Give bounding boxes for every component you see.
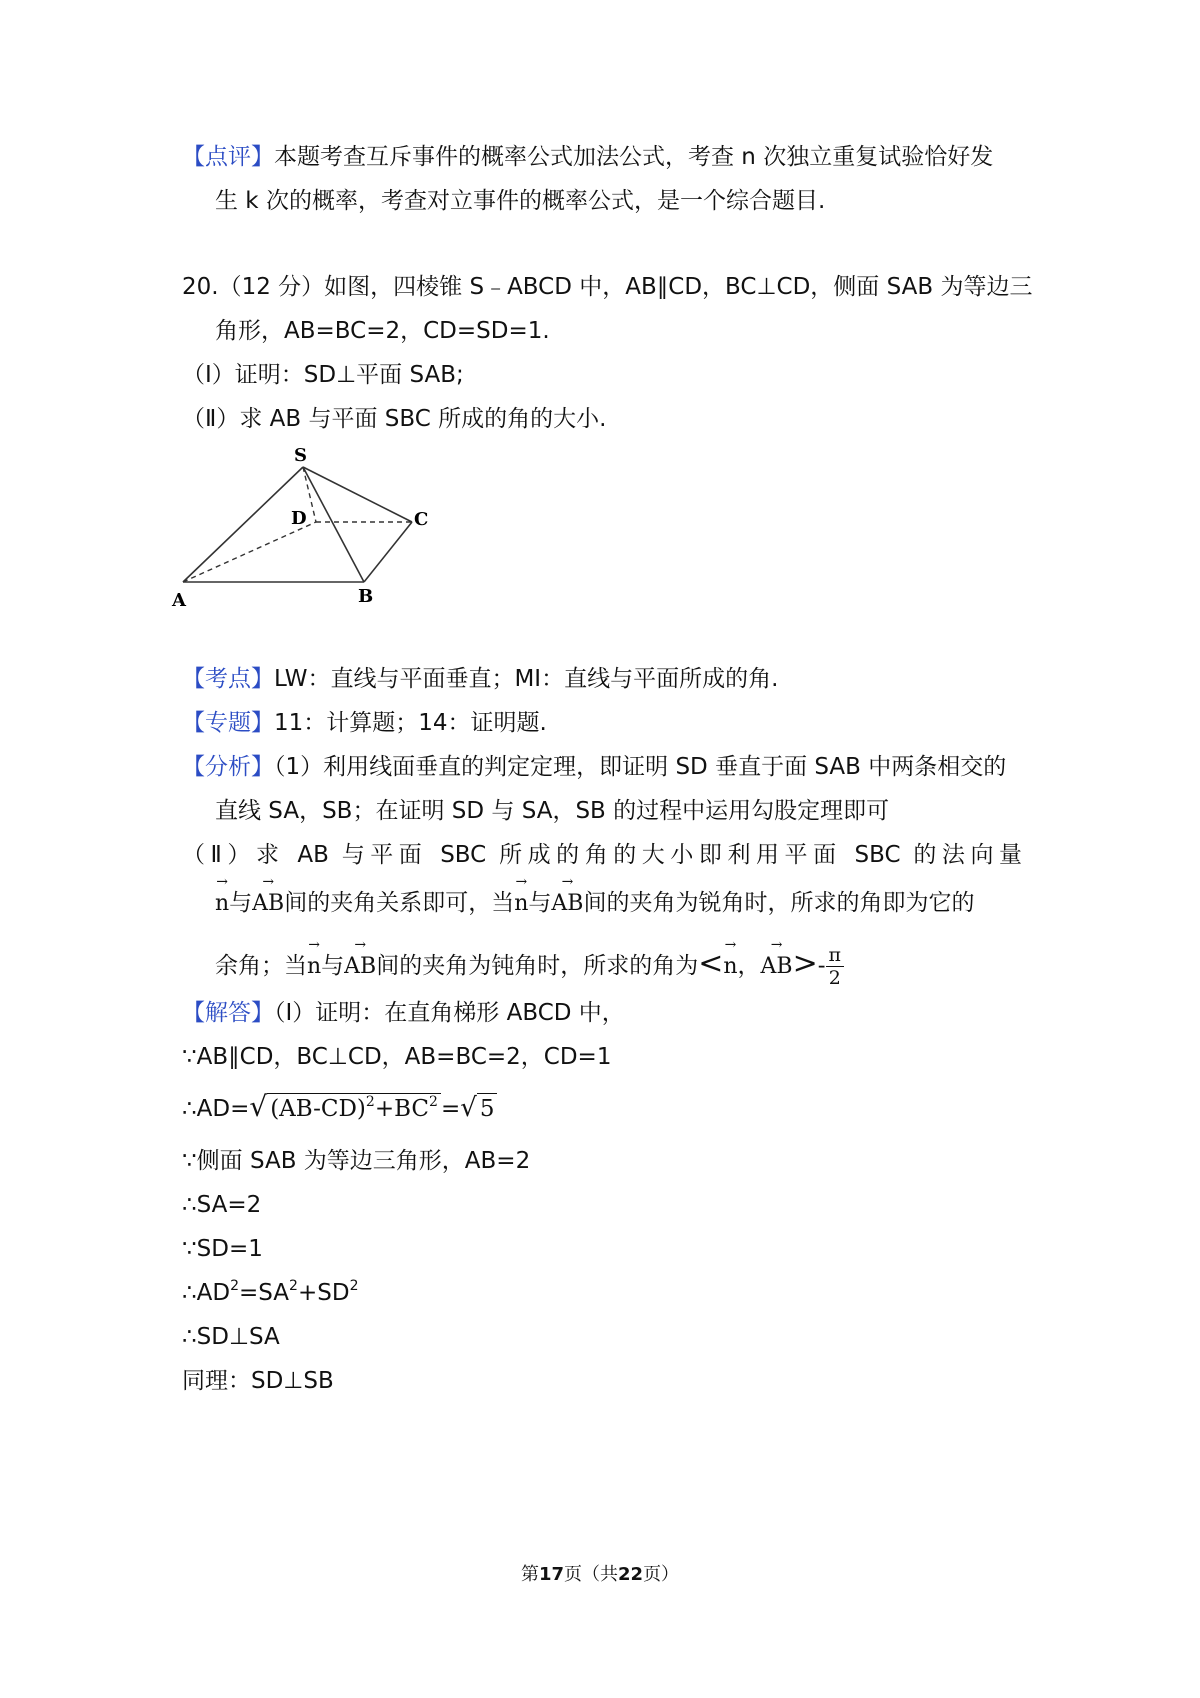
review-tag: 【点评】 — [182, 144, 274, 170]
angle-bracket-right: > — [792, 946, 818, 981]
jieda-line-2: ∵AB∥CD，BC⊥CD，AB=BC=2，CD=1 — [182, 1044, 612, 1070]
label-C: C — [414, 509, 429, 530]
label-B: B — [358, 586, 374, 607]
jieda-line-3: ∴AD=√ $(AB-CD)^2+BC^2$ =√ 5 — [182, 1092, 1022, 1124]
sqrt-radicand: $(AB-CD)^2+BC^2$ — [267, 1093, 441, 1124]
vector-n: → n — [307, 952, 321, 982]
zhuanti-line: 【专题】11：计算题；14：证明题. — [182, 710, 547, 736]
page-number: 17 — [538, 1564, 564, 1585]
vector-ab: → AB — [344, 952, 376, 982]
fenxi-line-2: 直线 SA，SB；在证明 SD 与 SA，SB 的过程中运用勾股定理即可 — [215, 798, 890, 824]
pi-over-2-fraction: $\frac{\pi}{2}$ — [826, 944, 845, 989]
problem-line-2: 角形，AB=BC=2，CD=SD=1. — [215, 318, 550, 344]
zhuanti-tag: 【专题】 — [182, 710, 274, 736]
edge-SC — [303, 467, 412, 522]
edge-BC — [364, 522, 412, 582]
page-footer: 第17页（共22页） — [520, 1564, 680, 1585]
jieda-line-6: ∵SD=1 — [182, 1236, 263, 1262]
label-A: A — [172, 590, 186, 611]
vector-ab: → AB — [551, 889, 583, 919]
fenxi-line-5: 余角；当→ n与→ AB间的夹角为钝角时，所求的角为<→ n，→ AB>- $\frac{\pi}{2}$ — [215, 944, 1022, 989]
angle-bracket-left: < — [698, 946, 724, 981]
label-D: D — [291, 508, 307, 529]
label-S: S — [294, 445, 307, 466]
problem-title: 20.（12 分）如图，四棱锥 S﹣ABCD 中，AB∥CD，BC⊥CD，侧面 SAB 为等边三 — [182, 274, 1033, 300]
jieda-line-4: ∵侧面 SAB 为等边三角形，AB=2 — [182, 1148, 531, 1174]
vector-n: → n — [514, 889, 528, 919]
jieda-line-9: 同理：SD⊥SB — [182, 1368, 334, 1394]
vector-ab: → AB — [252, 889, 284, 919]
jieda-tag: 【解答】 — [182, 1000, 274, 1026]
jieda-line-5: ∴SA=2 — [182, 1192, 262, 1218]
jieda-line-1: 【解答】（Ⅰ）证明：在直角梯形 ABCD 中， — [182, 1000, 625, 1026]
problem-part-2: （Ⅱ）求 AB 与平面 SBC 所成的角的大小. — [182, 406, 607, 432]
edge-SB — [303, 467, 364, 582]
edge-AD — [183, 522, 316, 582]
page-total: 22 — [618, 1564, 644, 1585]
fenxi-line-4: → n与→ AB间的夹角关系即可，当→ n与→ AB间的夹角为锐角时，所求的角即为它的 — [215, 888, 1022, 919]
jieda-line-7: $\therefore AD^2=SA^2+SD^2$ — [182, 1278, 359, 1306]
kaodian-tag: 【考点】 — [182, 666, 274, 692]
jieda-line-8: ∴SD⊥SA — [182, 1324, 280, 1350]
review-line-2: 生 k 次的概率，考查对立事件的概率公式，是一个综合题目. — [215, 188, 826, 214]
pyramid-figure — [170, 445, 470, 620]
fenxi-tag: 【分析】 — [182, 754, 274, 780]
fenxi-line-3: （Ⅱ）求 AB 与平面 SBC 所成的角的大小即利用平面 SBC 的法向量 — [182, 842, 1022, 868]
sqrt-sign: √ — [249, 1090, 268, 1123]
kaodian-line: 【考点】LW：直线与平面垂直；MI：直线与平面所成的角. — [182, 666, 779, 692]
vector-n: → n — [215, 889, 229, 919]
vector-n: → n — [723, 952, 737, 982]
review-line-1: 【点评】本题考查互斥事件的概率公式加法公式，考查 n 次独立重复试验恰好发 — [182, 144, 994, 170]
problem-part-1: （Ⅰ）证明：SD⊥平面 SAB; — [182, 362, 464, 388]
edge-SA — [183, 467, 303, 582]
sqrt-five: 5 — [477, 1093, 498, 1124]
sqrt-sign: √ — [460, 1093, 477, 1123]
vector-ab: → AB — [761, 952, 793, 982]
fenxi-line-1: 【分析】（1）利用线面垂直的判定定理，即证明 SD 垂直于面 SAB 中两条相交的 — [182, 754, 1007, 780]
